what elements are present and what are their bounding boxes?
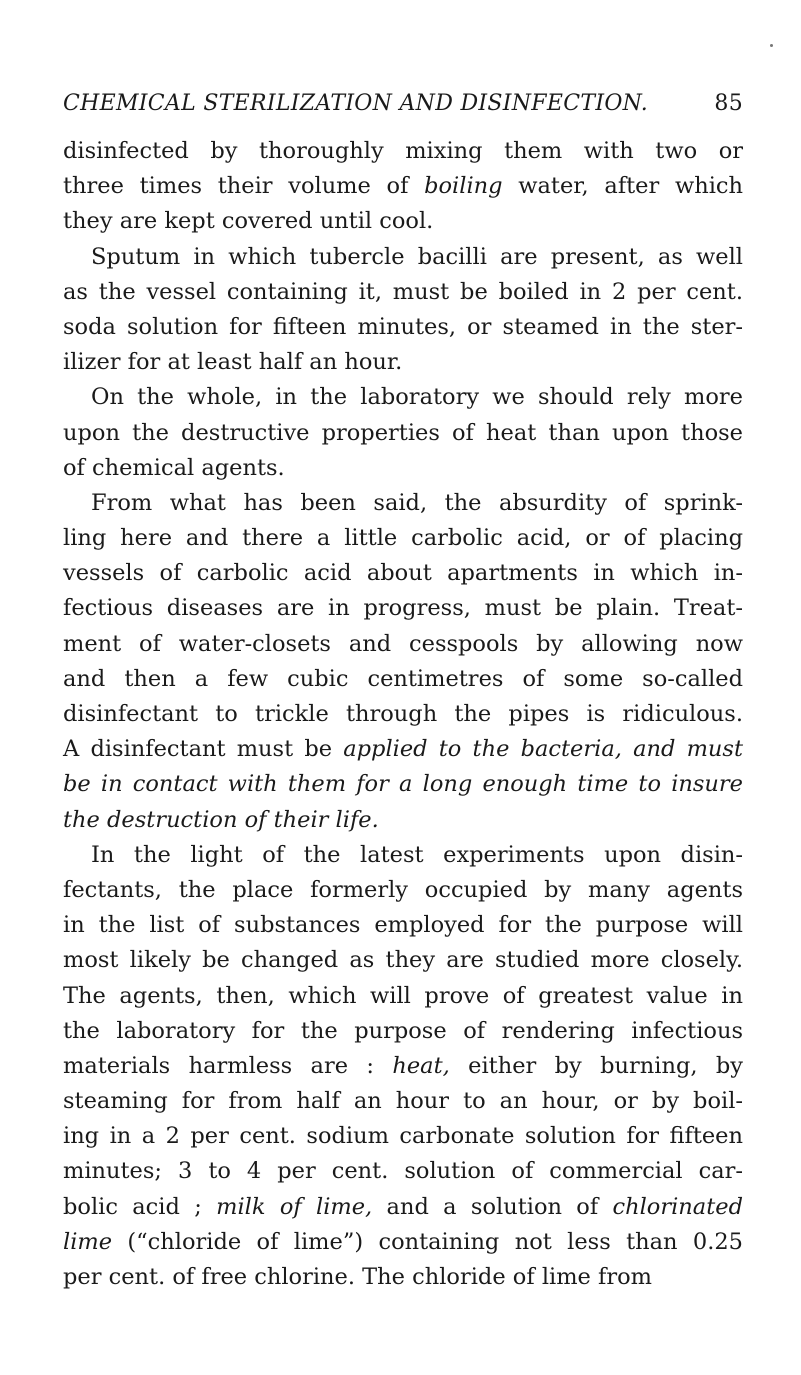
text-line — [63, 240, 743, 275]
text-segment: upon the destructive properties of heat than upon those — [63, 419, 743, 446]
italic-segment: lime — [63, 1228, 113, 1255]
text-segment: disinfected by thoroughly mixing them with two or — [63, 138, 743, 164]
text-line — [63, 380, 743, 415]
italic-segment: milk of lime, — [216, 1193, 373, 1220]
text-segment: ling here and there a little carbolic acid, or of placing — [63, 525, 743, 552]
text-segment: most likely be changed as they are studied more closely. — [63, 947, 743, 974]
text-line — [63, 345, 743, 380]
italic-segment: the destruction of their life. — [63, 806, 379, 833]
text-line — [63, 204, 743, 239]
text-segment: soda solution for fifteen minutes, or steamed in the ster- — [63, 313, 743, 340]
text-line — [63, 767, 743, 802]
text-segment: vessels of carbolic acid about apartments in which in- — [63, 560, 743, 587]
text-line — [63, 275, 743, 310]
text-segment: in the list of substances employed for the purpose will — [63, 912, 743, 939]
text-line — [63, 838, 743, 873]
italic-segment: applied to the bacteria, and must — [343, 736, 743, 763]
text-segment: On the whole, in the laboratory we should rely more — [91, 384, 743, 411]
italic-segment: heat, — [392, 1052, 450, 1079]
text-line — [63, 943, 743, 978]
text-line — [63, 1225, 743, 1260]
text-segment: In the light of the latest experiments upon disin- — [91, 841, 743, 868]
text-line — [63, 416, 743, 451]
text-segment: (“chloride of lime”) containing not less than 0.25 — [112, 1228, 743, 1255]
text-line — [63, 310, 743, 345]
text-segment: they are kept covered until cool. — [63, 208, 434, 235]
text-segment: bolic acid ; — [63, 1193, 217, 1220]
text-line — [63, 556, 743, 591]
page-number: 85 — [714, 91, 743, 116]
running-head — [63, 91, 743, 121]
text-segment: disinfectant to trickle through the pipes is ridiculous. — [63, 701, 743, 727]
text-segment: per cent. of free chlorine. The chloride of lime from — [63, 1264, 652, 1290]
text-line — [63, 591, 743, 626]
text-line — [63, 627, 743, 662]
text-segment: fectious diseases are in progress, must be plain. Treat- — [63, 595, 743, 622]
text-segment: A disinfectant must be — [63, 736, 344, 763]
text-segment: minutes; 3 to 4 per cent. solution of commercial car- — [63, 1158, 743, 1185]
text-line — [63, 486, 743, 521]
text-line — [63, 1260, 743, 1295]
text-segment: materials harmless are : — [63, 1052, 393, 1079]
body-text — [63, 134, 743, 1295]
text-segment: From what has been said, the absurdity of sprink- — [91, 489, 743, 516]
text-segment: ilizer for at least half an hour. — [63, 349, 403, 376]
text-line — [63, 451, 743, 486]
text-line — [63, 662, 743, 697]
text-line — [63, 521, 743, 556]
text-segment: Sputum in which tubercle bacilli are present, as well — [91, 243, 743, 270]
text-segment: steaming for from half an hour to an hour, or by boil- — [63, 1088, 743, 1115]
text-line — [63, 134, 743, 169]
italic-segment: chlorinated — [612, 1193, 743, 1220]
text-segment: The agents, then, which will prove of greatest value in — [63, 982, 743, 1009]
text-line — [63, 1154, 743, 1189]
text-segment: as the vessel containing it, must be boiled in 2 per cent. — [63, 278, 743, 305]
text-line — [63, 732, 743, 767]
italic-segment: boiling — [424, 173, 503, 200]
text-segment: and then a few cubic centimetres of some so-called — [63, 665, 743, 692]
text-segment: ing in a 2 per cent. sodium carbonate solution for fifteen — [63, 1123, 743, 1150]
text-line — [63, 873, 743, 908]
text-line — [63, 803, 743, 838]
text-line — [63, 1119, 743, 1154]
text-line — [63, 908, 743, 943]
text-segment: water, after which — [502, 173, 743, 200]
italic-segment: be in contact with them for a long enough time to insure — [63, 771, 743, 798]
text-line — [63, 1084, 743, 1119]
text-line — [63, 1014, 743, 1049]
text-segment: the laboratory for the purpose of rendering infectious — [63, 1017, 743, 1044]
text-line — [63, 1049, 743, 1084]
text-line — [63, 1190, 743, 1225]
text-segment: either by burning, by — [449, 1052, 743, 1079]
running-title: CHEMICAL STERILIZATION AND DISINFECTION. — [63, 91, 649, 116]
speck-mark — [770, 44, 773, 47]
text-line — [63, 697, 743, 732]
text-segment: ment of water-closets and cesspools by allowing now — [63, 630, 743, 657]
text-segment: of chemical agents. — [63, 454, 285, 481]
text-segment: fectants, the place formerly occupied by many agents — [63, 876, 743, 903]
text-segment: and a solution of — [372, 1193, 613, 1220]
text-line — [63, 979, 743, 1014]
text-line — [63, 169, 743, 204]
text-segment: three times their volume of — [63, 173, 425, 200]
